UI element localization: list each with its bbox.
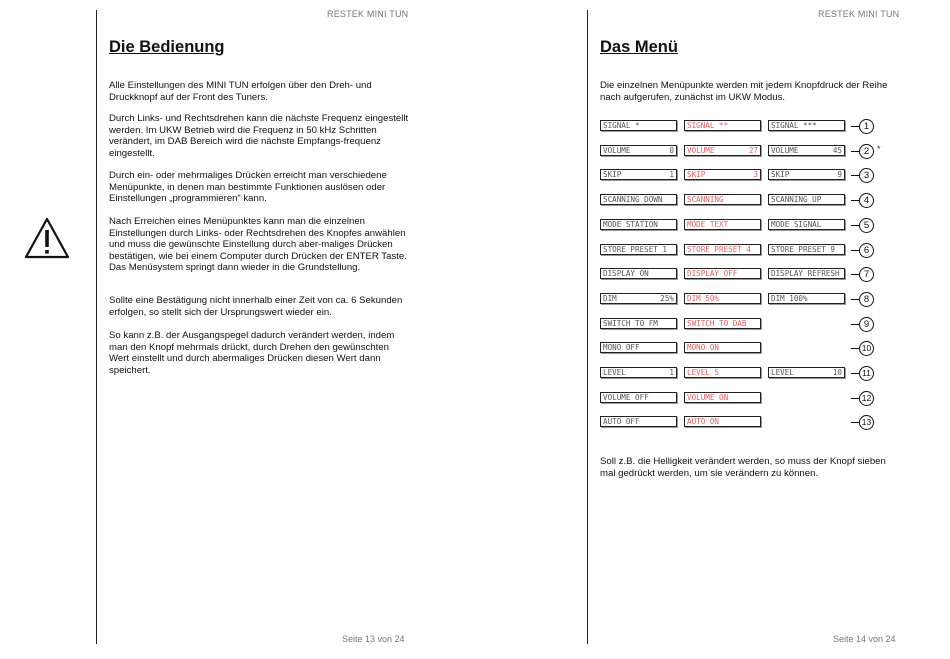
page-14 <box>490 0 950 659</box>
lcd-label: SKIP <box>771 170 790 180</box>
lcd-label: SCANNING <box>687 195 724 205</box>
lcd-label: SCANNING DOWN <box>603 195 663 205</box>
menu-step-number: 2 <box>859 144 874 159</box>
lcd-display <box>684 342 761 353</box>
lcd-display <box>684 169 761 180</box>
page-title: Die Bedienung <box>109 38 225 56</box>
lcd-label: MODE SIGNAL <box>771 219 822 229</box>
lcd-label: STORE PRESET 9 <box>771 244 836 254</box>
lcd-label: DIM <box>603 293 617 303</box>
lcd-label: SIGNAL * <box>603 121 640 130</box>
lcd-display <box>684 219 761 230</box>
lcd-label: LEVEL 5 <box>687 368 720 377</box>
lcd-display <box>684 120 761 131</box>
lcd-display <box>768 244 845 255</box>
menu-step-number: 4 <box>859 193 874 208</box>
lcd-display <box>768 268 845 279</box>
lcd-label: SIGNAL *** <box>771 121 817 130</box>
lcd-label: VOLUME ON <box>687 392 729 402</box>
lcd-label: VOLUME <box>603 145 631 155</box>
lcd-label: MODE STATION <box>603 219 658 229</box>
lcd-value: 10 <box>832 368 842 377</box>
lcd-display <box>600 145 677 156</box>
lcd-value: 0 <box>669 145 674 155</box>
lcd-display <box>600 293 677 304</box>
lcd-display <box>684 318 761 329</box>
lcd-display <box>600 342 677 353</box>
lcd-label: SIGNAL ** <box>687 121 729 130</box>
lcd-label: VOLUME <box>771 145 799 155</box>
lcd-label: SWITCH TO DAB <box>687 318 747 328</box>
lcd-label: MODE TEXT <box>687 219 729 229</box>
lcd-display <box>768 120 845 131</box>
lcd-label: SCANNING UP <box>771 195 822 205</box>
lcd-display <box>684 268 761 279</box>
lcd-display <box>600 318 677 329</box>
paragraph: Alle Einstellungen des MINI TUN erfolgen über den Dreh- und Druckknopf auf der Front des Tuners. <box>109 80 372 103</box>
lcd-value: 1 <box>669 170 674 180</box>
page-number: Seite 14 von 24 <box>833 634 896 644</box>
page-margin-line <box>587 10 588 644</box>
lcd-display <box>600 367 677 378</box>
lcd-label: AUTO OFF <box>603 417 640 427</box>
lcd-display <box>600 194 677 205</box>
lcd-label: DIM 100% <box>771 293 808 303</box>
footnote-marker: * <box>877 143 881 154</box>
lcd-value: 25% <box>660 293 674 303</box>
page-header: RESTEK MINI TUN <box>327 9 409 19</box>
lcd-label: DISPLAY OFF <box>687 269 738 279</box>
lcd-display <box>600 120 677 131</box>
lcd-label: STORE PRESET 1 <box>603 244 668 254</box>
lcd-display <box>684 244 761 255</box>
lcd-label: AUTO ON <box>687 417 720 427</box>
lcd-value: 9 <box>837 170 842 180</box>
lcd-display <box>768 367 845 378</box>
page-margin-line <box>96 10 97 644</box>
warning-triangle-icon <box>24 216 70 260</box>
paragraph: Nach Erreichen eines Menüpunktes kann man die einzelnen Einstellungen durch Links- oder Rechtsdrehen des Knopfes anwählen und muss die gewünschte Einstellung durch aber-maliges Drücken bestätigen, wie bei einem Computer durch Drücken der ENTER Taste. Das Menüsystem springt dann wieder in die Grundstellung. <box>109 216 407 274</box>
menu-step-number: 7 <box>859 267 874 282</box>
lcd-label: SWITCH TO FM <box>603 318 658 328</box>
menu-step-number: 1 <box>859 119 874 134</box>
lcd-label: VOLUME <box>687 145 715 155</box>
lcd-display <box>684 145 761 156</box>
outro-paragraph: Soll z.B. die Helligkeit verändert werden, so muss der Knopf sieben mal gedrückt werden, um sie verändern zu können. <box>600 456 886 479</box>
lcd-label: DISPLAY ON <box>603 269 649 279</box>
menu-step-number: 6 <box>859 243 874 258</box>
lcd-display <box>684 367 761 378</box>
page-title: Das Menü <box>600 38 678 56</box>
lcd-display <box>684 392 761 403</box>
lcd-label: DIM 50% <box>687 293 720 303</box>
lcd-display <box>768 169 845 180</box>
lcd-display <box>768 219 845 230</box>
lcd-value: 3 <box>753 170 758 180</box>
paragraph: Durch Links- und Rechtsdrehen kann die nächste Frequenz eingestellt werden. Im UKW Betrieb wird die Frequenz in 50 kHz Schritten verändert, im DAB Bereich wird die nächste Empfangs-frequenz eingestellt. <box>109 113 409 159</box>
menu-step-number: 12 <box>859 391 874 406</box>
lcd-label: STORE PRESET 4 <box>687 244 752 254</box>
menu-step-number: 5 <box>859 218 874 233</box>
lcd-display <box>600 392 677 403</box>
lcd-value: 45 <box>832 145 842 155</box>
lcd-display <box>768 145 845 156</box>
lcd-value: 1 <box>669 368 674 377</box>
lcd-display <box>684 194 761 205</box>
lcd-display <box>600 268 677 279</box>
menu-step-number: 9 <box>859 317 874 332</box>
lcd-display <box>684 293 761 304</box>
intro-paragraph: Die einzelnen Menüpunkte werden mit jedem Knopfdruck der Reihe nach aufgerufen, zunächst im UKW Modus. <box>600 80 888 103</box>
lcd-label: DISPLAY REFRESH <box>771 269 840 279</box>
lcd-label: MONO OFF <box>603 343 640 353</box>
lcd-label: SKIP <box>687 170 706 180</box>
lcd-display <box>600 416 677 427</box>
menu-step-number: 10 <box>859 341 874 356</box>
lcd-value: 27 <box>748 145 758 155</box>
menu-step-number: 3 <box>859 168 874 183</box>
paragraph: Durch ein- oder mehrmaliges Drücken erreicht man verschiedene Menüpunkte, in denen man bestimmte Funktionen auslösen oder Einstellungen „programmieren“ kann. <box>109 170 387 205</box>
lcd-label: LEVEL <box>603 368 626 377</box>
lcd-label: LEVEL <box>771 368 794 377</box>
lcd-display <box>600 244 677 255</box>
paragraph: So kann z.B. der Ausgangspegel dadurch verändert werden, indem man den Knopf mehrmals drückt, durch Drehen den gewünschten Wert einstellt und durch abermaliges Drücken diesen Wert dann speichert. <box>109 330 395 376</box>
lcd-display <box>600 219 677 230</box>
menu-step-number: 13 <box>859 415 874 430</box>
lcd-label: VOLUME OFF <box>603 392 649 402</box>
menu-step-number: 11 <box>859 366 874 381</box>
lcd-label: MONO ON <box>687 343 720 353</box>
lcd-display <box>600 169 677 180</box>
paragraph: Sollte eine Bestätigung nicht innerhalb einer Zeit von ca. 6 Sekunden erfolgen, so stellt sich der Ursprungswert wieder ein. <box>109 295 403 318</box>
lcd-display <box>768 293 845 304</box>
lcd-label: SKIP <box>603 170 622 180</box>
menu-step-number: 8 <box>859 292 874 307</box>
lcd-display <box>684 416 761 427</box>
page-header: RESTEK MINI TUN <box>818 9 900 19</box>
lcd-display <box>768 194 845 205</box>
page-number: Seite 13 von 24 <box>342 634 405 644</box>
